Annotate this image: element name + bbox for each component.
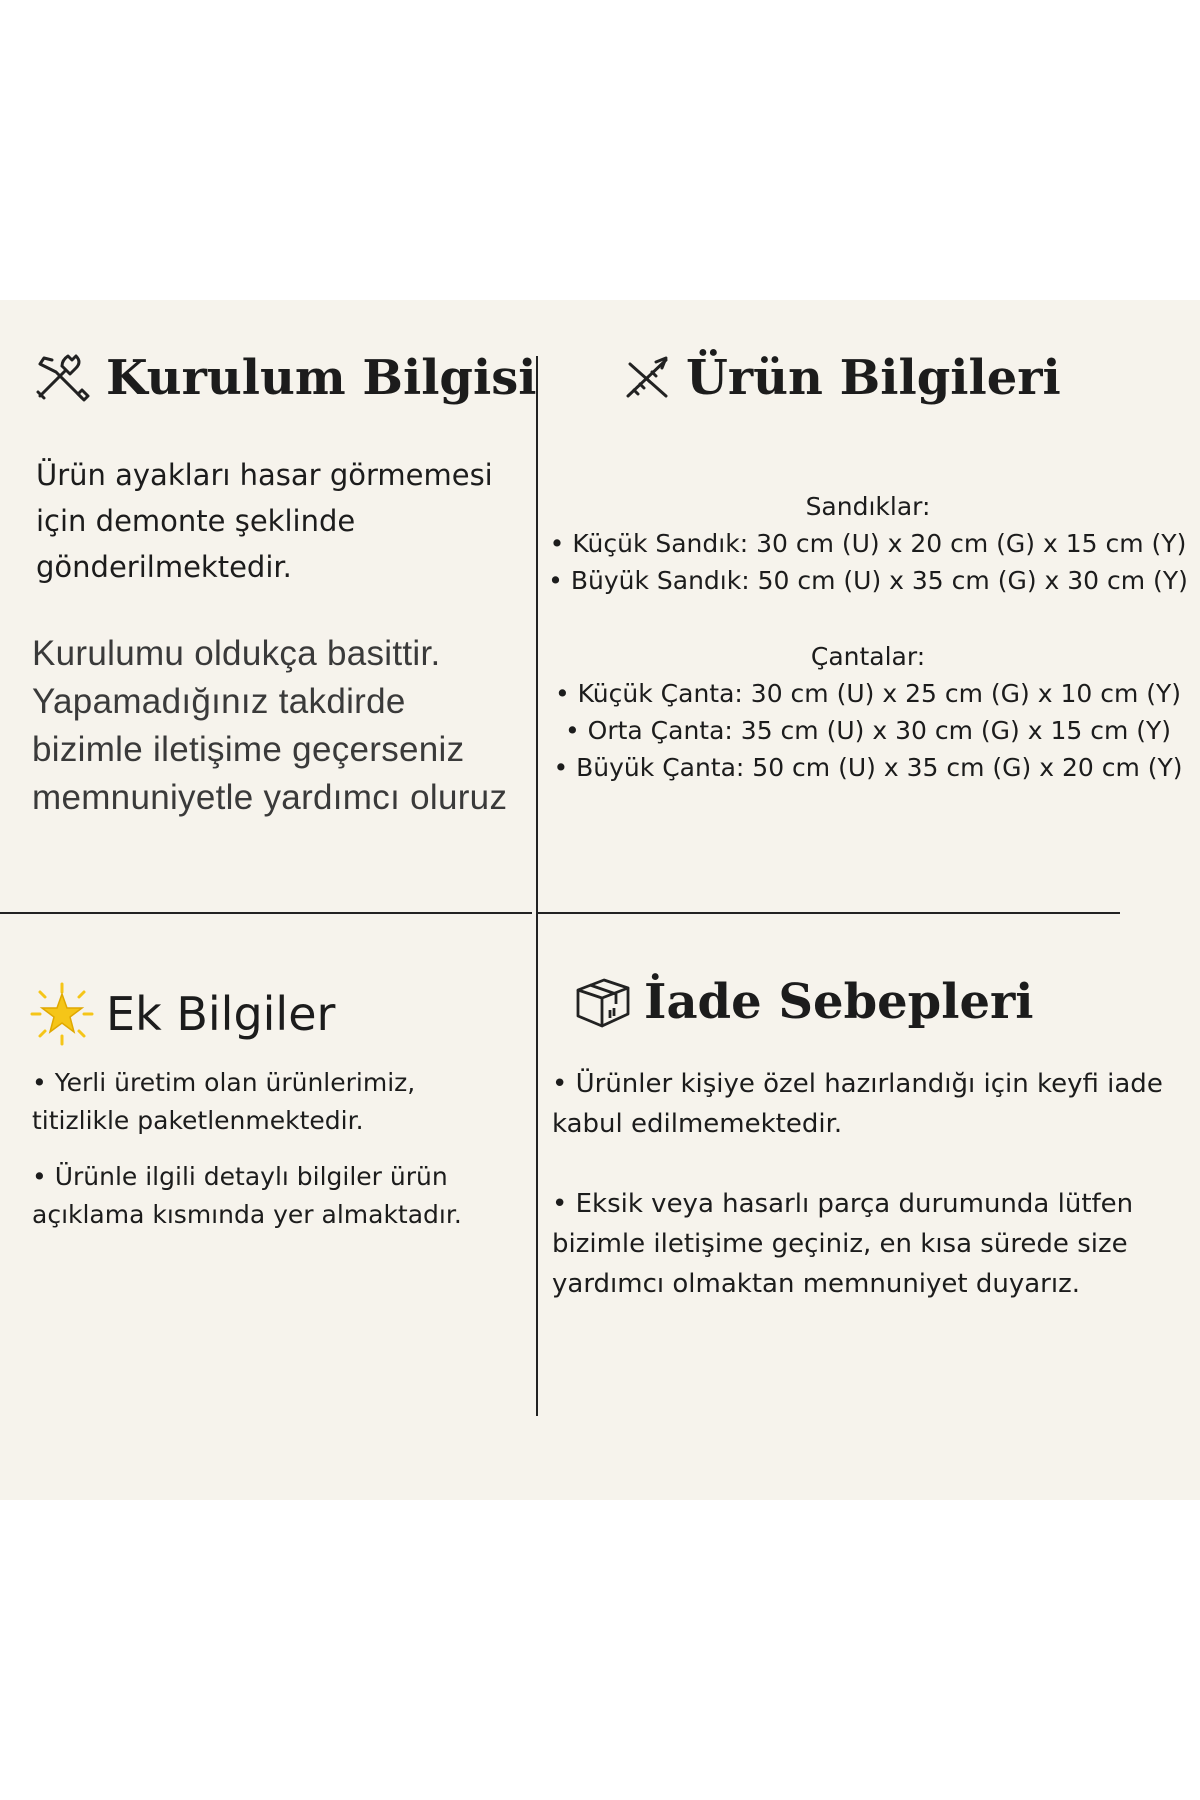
list-item: • Küçük Sandık: 30 cm (U) x 20 cm (G) x 15 cm (Y) <box>549 529 1187 558</box>
info-card <box>0 300 1200 1500</box>
list-item: • Ürünle ilgili detaylı bilgiler ürün açıklama kısmında yer almaktadır. <box>32 1162 462 1229</box>
sandiklar-label: Sandıklar: <box>805 492 931 521</box>
vertical-divider <box>536 356 538 1416</box>
urun-title: Ürün Bilgileri <box>686 350 1061 406</box>
cantalar-block <box>548 638 1188 786</box>
iade-heading <box>574 974 1034 1030</box>
list-item: • Küçük Çanta: 30 cm (U) x 25 cm (G) x 10 cm (Y) <box>554 679 1182 708</box>
list-item: • Büyük Çanta: 50 cm (U) x 35 cm (G) x 20 cm (Y) <box>553 753 1183 782</box>
list-item: • Yerli üretim olan ürünlerimiz, titizlikle paketlenmektedir. <box>32 1068 416 1135</box>
star-icon <box>30 982 94 1046</box>
cantalar-label: Çantalar: <box>810 642 926 671</box>
list-item: • Orta Çanta: 35 cm (U) x 30 cm (G) x 15 cm (Y) <box>564 716 1172 745</box>
horizontal-divider-left <box>0 912 532 914</box>
urun-heading <box>622 350 1061 406</box>
kurulum-title: Kurulum Bilgisi <box>106 350 537 406</box>
horizontal-divider-right <box>538 912 1120 914</box>
tools-icon <box>32 352 92 404</box>
kurulum-paragraph-2: Kurulumu oldukça basittir. Yapamadığınız takdirde bizimle iletişime geçerseniz memnuniyetle yardımcı oluruz <box>32 634 508 817</box>
ek-title: Ek Bilgiler <box>106 987 336 1041</box>
ek-list <box>32 1064 512 1252</box>
measuring-tools-icon <box>622 354 674 402</box>
list-item: • Büyük Sandık: 50 cm (U) x 35 cm (G) x 30 cm (Y) <box>548 566 1188 595</box>
box-icon <box>574 974 632 1030</box>
list-item: • Ürünler kişiye özel hazırlandığı için keyfi iade kabul edilmemektedir. <box>552 1069 1163 1139</box>
sandiklar-block <box>548 488 1188 599</box>
list-item: • Eksik veya hasarlı parça durumunda lütfen bizimle iletişime geçiniz, en kısa sürede size yardımcı olmaktan memnuniyet duyarız. <box>552 1189 1134 1299</box>
ek-heading <box>30 982 335 1046</box>
iade-list <box>552 1064 1192 1344</box>
kurulum-paragraph-1: Ürün ayakları hasar görmemesi için demonte şeklinde gönderilmektedir. <box>36 458 493 584</box>
kurulum-heading <box>32 350 536 406</box>
iade-title: İade Sebepleri <box>644 974 1034 1030</box>
